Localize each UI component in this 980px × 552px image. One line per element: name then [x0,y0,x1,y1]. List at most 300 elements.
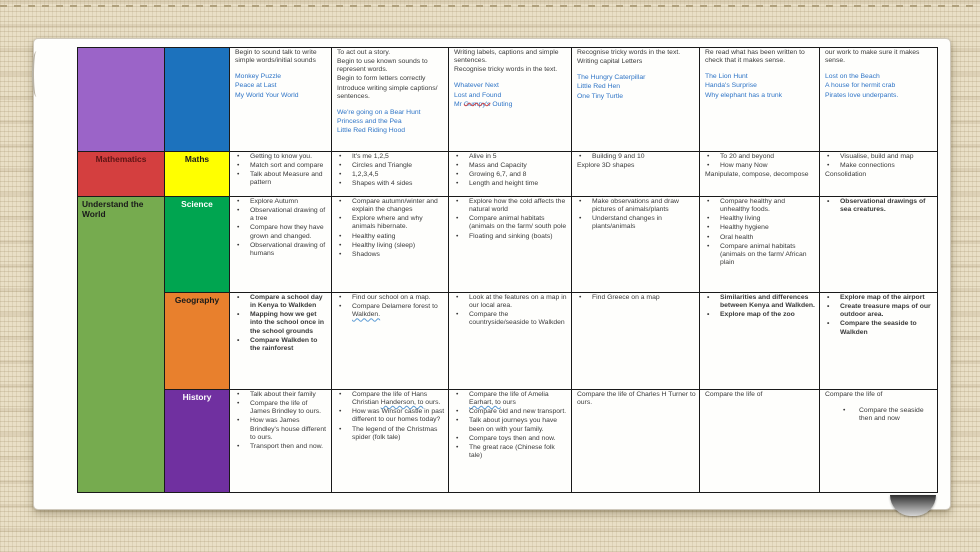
cell-item [335,198,445,214]
cell-literacy-1 [332,48,449,152]
cell-item [823,303,934,319]
cell-text: Find Greece on a map [592,294,660,301]
history-subject-cell: History [165,390,230,493]
cell-text: One Tiny Turtle [577,92,624,100]
cell-mathematics-1 [332,152,449,197]
cell-text-segment: ours [500,399,516,407]
cell-item [823,320,934,336]
cell-text: Growing 6,7, and 8 [469,171,527,179]
cell-item [823,153,934,161]
bullet-marker: • [339,180,342,188]
cell-text: Compare healthy and unhealthy foods. [720,198,785,214]
slide-left-fold-ornament [32,51,41,97]
bullet-marker: • [707,215,710,223]
bullet-marker: • [339,391,342,398]
cell-text: Healthy hygiene [720,224,769,232]
cell-item [452,408,568,416]
cell-text: Look at the features on a map in our local area. [469,294,567,310]
bullet-marker: • [237,294,240,301]
bullet-marker: • [339,153,342,160]
cell-text: The Hungry Caterpillar [577,74,646,82]
cell-item [703,171,816,179]
cell-text-segment: Outing [490,100,513,108]
bullet-marker: • [456,215,459,223]
cell-item [335,391,445,407]
cell-mathematics-0 [230,152,332,197]
bullet-marker: • [579,153,582,160]
curriculum-table [77,47,938,493]
bullet-marker: • [456,417,459,425]
cell-item [575,74,696,82]
bullet-marker: • [827,303,830,311]
bullet-marker: • [456,162,459,170]
cell-history-4 [700,390,820,493]
cell-text-segment: Gumpy's [463,100,491,108]
cell-item [823,92,934,100]
cell-geography-4 [700,293,820,390]
cell-item [335,75,445,83]
cell-item [575,215,696,231]
bullet-marker: • [707,294,710,301]
cell-text: Compare the life of James Brindley to ours. [250,400,322,416]
bullet-marker: • [827,153,830,160]
bullet-marker: • [237,171,240,179]
cell-text: Circles and Triangle [352,162,413,170]
cell-item [233,224,328,240]
cell-text: Shadows [352,250,380,258]
cell-item [452,417,568,433]
cell-text: Handa's Surprise [705,82,757,90]
cell-text: Compare a school day in Kenya to Walkden [250,294,323,310]
cell-item [452,49,568,65]
cell-item [452,198,568,214]
cell-item [703,73,816,81]
cell-text: Begin to sound talk to write simple words/initial sounds [235,49,317,65]
cell-history-5 [820,390,938,493]
cell-item [233,171,328,187]
cell-item [452,101,568,109]
cell-geography-1 [332,293,449,390]
cell-item [452,435,568,443]
cell-text: We're going on a Bear Hunt [337,108,421,116]
cell-item [703,243,816,267]
cell-item [823,162,934,170]
cell-text: Similarities and differences between Kenya and Walkden. [720,294,815,310]
bullet-marker: • [707,224,710,232]
cell-item [575,391,696,407]
science-subject-cell: Science [165,197,230,293]
cell-item [335,408,445,424]
cell-text: Visualise, build and map [840,153,914,160]
cell-item [335,85,445,101]
cell-item [703,49,816,65]
cell-text: It's me 1,2,5 [352,153,389,160]
row-geography [78,293,938,390]
cell-text: Talk about their family [250,391,316,398]
cell-text: Compare the life of [825,391,883,398]
slide-canvas [33,38,951,510]
row-literacy [78,48,938,152]
cell-item [335,180,445,188]
cell-geography-3 [572,293,700,390]
bullet-marker: • [237,400,240,408]
cell-text-segment: Compare the life of Amelia [469,391,549,398]
maths-subject-cell: Maths [165,152,230,197]
cell-item [233,92,328,100]
cell-text: Length and height time [469,180,539,188]
cell-text: Explore Autumn [250,198,298,205]
cell-item [575,153,696,161]
cell-text: Observational drawing of a tree [250,207,326,223]
cell-item [233,73,328,81]
cell-text: Observational drawings of sea creatures. [840,198,926,214]
cell-text: Compare Walkden to the rainforest [250,336,318,352]
cell-text: Building 9 and 10 [592,153,645,160]
cell-item [452,82,568,90]
cell-text: Recognise tricky words in the text. [454,66,558,74]
cell-item [703,294,816,310]
cell-text: Little Red Riding Hood [337,127,406,135]
bullet-marker: • [827,162,830,170]
cell-text: Begin to form letters correctly [337,75,426,83]
cell-text: Mapping how we get into the school once in the school grounds [250,311,325,335]
cell-item [703,224,816,232]
cell-item [233,242,328,258]
cell-geography-0 [230,293,332,390]
cell-item [452,215,568,231]
row-history [78,390,938,493]
cell-item [703,234,816,242]
geography-subject-cell: Geography [165,293,230,390]
cell-item [452,391,568,407]
row-mathematics [78,152,938,197]
cell-item [335,118,445,126]
bullet-marker: • [339,250,342,258]
cell-text: Whatever Next [454,82,499,90]
bullet-marker: • [579,198,582,205]
page-curl-ornament [890,495,936,516]
cell-text: Lost and Found [454,91,502,99]
cell-text: Talk about journeys you have been on with your family. [469,417,558,433]
cell-text: Explore how the cold affects the natural world [469,198,566,214]
cell-item [335,109,445,117]
cell-text: Explore map of the airport [840,294,925,301]
cell-text: The Lion Hunt [705,73,748,81]
cell-text: How was Winsor castle in past different to our homes today? [352,408,445,424]
cell-item [823,49,934,65]
cell-text: Compare the life of Charles H Turner to ours. [577,391,696,407]
cell-text: Re read what has been written to check that it makes sense. [705,49,805,65]
cell-item [335,242,445,250]
cell-item [335,294,445,302]
cell-text-segment: Earhart, to [469,399,501,407]
cell-text-segment: Mr [454,100,464,108]
cell-item [823,391,934,399]
bullet-marker: • [707,153,710,160]
cell-text: Compare autumn/winter and explain the changes [352,198,438,214]
cell-science-1 [332,197,449,293]
bullet-marker: • [237,198,240,205]
cell-item [233,153,328,161]
table-body [78,48,938,493]
bullet-marker: • [707,198,710,205]
cell-history-3 [572,390,700,493]
cell-item [233,207,328,223]
bullet-marker: • [237,207,240,215]
bullet-marker: • [339,232,342,240]
cell-mathematics-2 [449,152,572,197]
cell-text-segment: Handerson, to [380,399,424,407]
cell-science-3 [572,197,700,293]
cell-item [335,49,445,57]
cell-literacy-3 [572,48,700,152]
cell-item [233,443,328,451]
cell-item [233,337,328,353]
cell-text: Compare the countryside/seaside to Walkden [469,311,565,327]
bullet-marker: • [456,311,459,319]
cell-item [575,58,696,66]
cell-text: Writing capital Letters [577,58,643,66]
cell-text: Create treasure maps of our outdoor area. [840,303,931,319]
cell-text: Compare the seaside then and now [859,407,924,423]
cell-text: Peace at Last [235,82,277,90]
literacy-category-cell [78,48,165,152]
cell-text: Healthy living (sleep) [352,241,416,249]
cell-text: The legend of the Christmas spider (folk tale) [352,425,438,441]
cell-text: Make observations and draw pictures of animals/plants [592,198,679,214]
bullet-marker: • [339,162,342,170]
cell-item [335,171,445,179]
cell-text: Observational drawing of humans [250,241,326,257]
bullet-marker: • [456,232,459,240]
cell-text: Introduce writing simple captions/ sentences. [337,84,438,100]
bullet-marker: • [579,215,582,223]
cell-geography-5 [820,293,938,390]
cell-literacy-5 [820,48,938,152]
cell-text: Little Red Hen [577,83,621,91]
mathematics-category-cell: Mathematics [78,152,165,197]
row-science [78,197,938,293]
bullet-marker: • [827,198,830,205]
bullet-marker: • [827,294,830,301]
cell-text: To act out a story. [337,49,391,56]
cell-item [575,198,696,214]
cell-literacy-2 [449,48,572,152]
cell-text: Manipulate, compose, decompose [705,171,809,179]
cell-text-segment: Compare Delamere forest to [352,303,438,311]
cell-item [823,73,934,81]
cell-item [452,92,568,100]
cell-item [703,198,816,214]
bullet-marker: • [456,294,459,301]
cell-item [233,400,328,416]
bullet-marker: • [827,320,830,328]
bullet-marker: • [237,442,240,450]
bullet-marker: • [339,408,342,416]
cell-item [703,391,816,399]
cell-text: The great race (Chinese folk tale) [469,443,555,460]
bullet-marker: • [707,242,710,250]
bullet-marker: • [456,391,459,398]
cell-text: Writing labels, captions and simple sentences. [454,49,559,65]
cell-text: Compare old and new transport. [469,408,567,416]
cell-text: Oral health [720,233,754,241]
cell-text: Explore 3D shapes [577,162,635,170]
cell-text: Floating and sinking (boats) [469,232,553,240]
bullet-marker: • [339,303,342,311]
bullet-marker: • [339,171,342,179]
cell-item [823,171,934,179]
cell-text: our work to make sure it makes sense. [825,49,920,65]
cell-item [452,233,568,241]
cell-text: 1,2,3,4,5 [352,171,379,179]
bullet-marker: • [456,180,459,188]
cell-item [233,49,328,65]
bullet-marker: • [237,241,240,249]
bullet-marker: • [456,434,459,442]
bullet-marker: • [237,417,240,425]
cell-text: Why elephant has a trunk [705,91,783,99]
literacy-subject-cell [165,48,230,152]
bullet-marker: • [339,198,342,205]
cell-text: Compare toys then and now. [469,434,556,442]
bullet-marker: • [456,171,459,179]
cell-text: Find our school on a map. [352,294,431,301]
cell-item [823,407,934,423]
cell-text: Monkey Puzzle [235,73,282,81]
cell-text: Compare animal habitats (animals on the farm/ African plain [720,242,807,267]
bullet-marker: • [339,241,342,249]
bullet-marker: • [237,311,240,319]
cell-item [703,153,816,161]
cell-item [335,127,445,135]
cell-item [335,162,445,170]
cell-text: Understand changes in plants/animals [592,215,662,231]
cell-item [335,233,445,241]
bullet-marker: • [237,336,240,344]
cell-item [575,93,696,101]
cell-item [335,58,445,74]
cell-text: How many Now [720,162,768,170]
bullet-marker: • [843,407,846,415]
cell-history-2 [449,390,572,493]
cell-mathematics-4 [700,152,820,197]
cell-item [452,311,568,327]
cell-text: Begin to use known sounds to represent words. [337,58,428,74]
cell-text: Compare the life of [705,391,763,398]
cell-science-0 [230,197,332,293]
cell-item [233,162,328,170]
cell-item [703,82,816,90]
cell-item [703,92,816,100]
cell-text: Explore map of the zoo [720,311,795,319]
cell-text: A house for hermit crab [825,82,896,90]
cell-item [452,162,568,170]
cell-history-0 [230,390,332,493]
cell-text: Explore where and why animals hibernate. [352,215,423,231]
cell-literacy-0 [230,48,332,152]
cell-item [575,49,696,57]
cell-text: Match sort and compare [250,162,324,170]
bullet-marker: • [707,311,710,319]
cell-text: Compare the seaside to Walkden [840,320,917,336]
bullet-marker: • [456,198,459,205]
bullet-marker: • [237,391,240,398]
cell-text: Make connections [840,162,895,170]
cell-item [335,215,445,231]
cell-text: Alive in 5 [469,153,497,160]
cell-item [823,198,934,214]
cell-text: Talk about Measure and pattern [250,171,323,187]
cell-item [452,180,568,188]
cell-text-segment: ours. [423,399,441,407]
cell-item [452,444,568,460]
cell-item [233,294,328,310]
cell-item [233,82,328,90]
bullet-marker: • [707,233,710,241]
cell-history-1 [332,390,449,493]
bullet-marker: • [707,162,710,170]
bullet-marker: • [339,215,342,223]
cell-text: Recognise tricky words in the text. [577,49,681,56]
understand-the-world-category-cell: Understand the World [78,197,165,493]
cell-item [575,162,696,170]
cell-item [703,311,816,319]
cell-text-segment: Walkden. [352,311,381,319]
cell-text-segment: Compare the life of Hans Christian [352,391,428,407]
cell-item [233,391,328,399]
cell-mathematics-5 [820,152,938,197]
cell-text: How was James Brindley's house different to ours. [250,417,326,441]
cell-item [233,198,328,206]
bullet-marker: • [237,162,240,170]
cell-item [452,171,568,179]
cell-text: Pirates love underpants. [825,91,899,99]
cell-item [233,417,328,441]
bullet-marker: • [456,443,459,451]
background-stitch-line [0,5,980,7]
bullet-marker: • [237,224,240,232]
cell-mathematics-3 [572,152,700,197]
cell-item [335,153,445,161]
cell-item [823,294,934,302]
cell-text: Healthy eating [352,232,396,240]
cell-text: Lost on the Beach [825,73,880,81]
cell-item [703,162,816,170]
cell-item [703,215,816,223]
cell-text: Princess and the Pea [337,118,402,126]
cell-text: My World Your World [235,91,299,99]
cell-text: To 20 and beyond [720,153,775,160]
bullet-marker: • [456,408,459,416]
cell-science-4 [700,197,820,293]
cell-item [575,83,696,91]
cell-text: Shapes with 4 sides [352,180,413,188]
cell-text: Mass and Capacity [469,162,527,170]
cell-item [233,311,328,335]
bullet-marker: • [339,425,342,433]
bullet-marker: • [339,294,342,301]
cell-literacy-4 [700,48,820,152]
cell-item [335,426,445,442]
cell-text: Healthy living [720,215,761,223]
cell-item [452,153,568,161]
bullet-marker: • [456,153,459,160]
cell-text: Compare animal habitats (animals on the farm/ south pole [469,215,567,231]
cell-geography-2 [449,293,572,390]
bullet-marker: • [579,294,582,301]
cell-text: Getting to know you. [250,153,312,160]
